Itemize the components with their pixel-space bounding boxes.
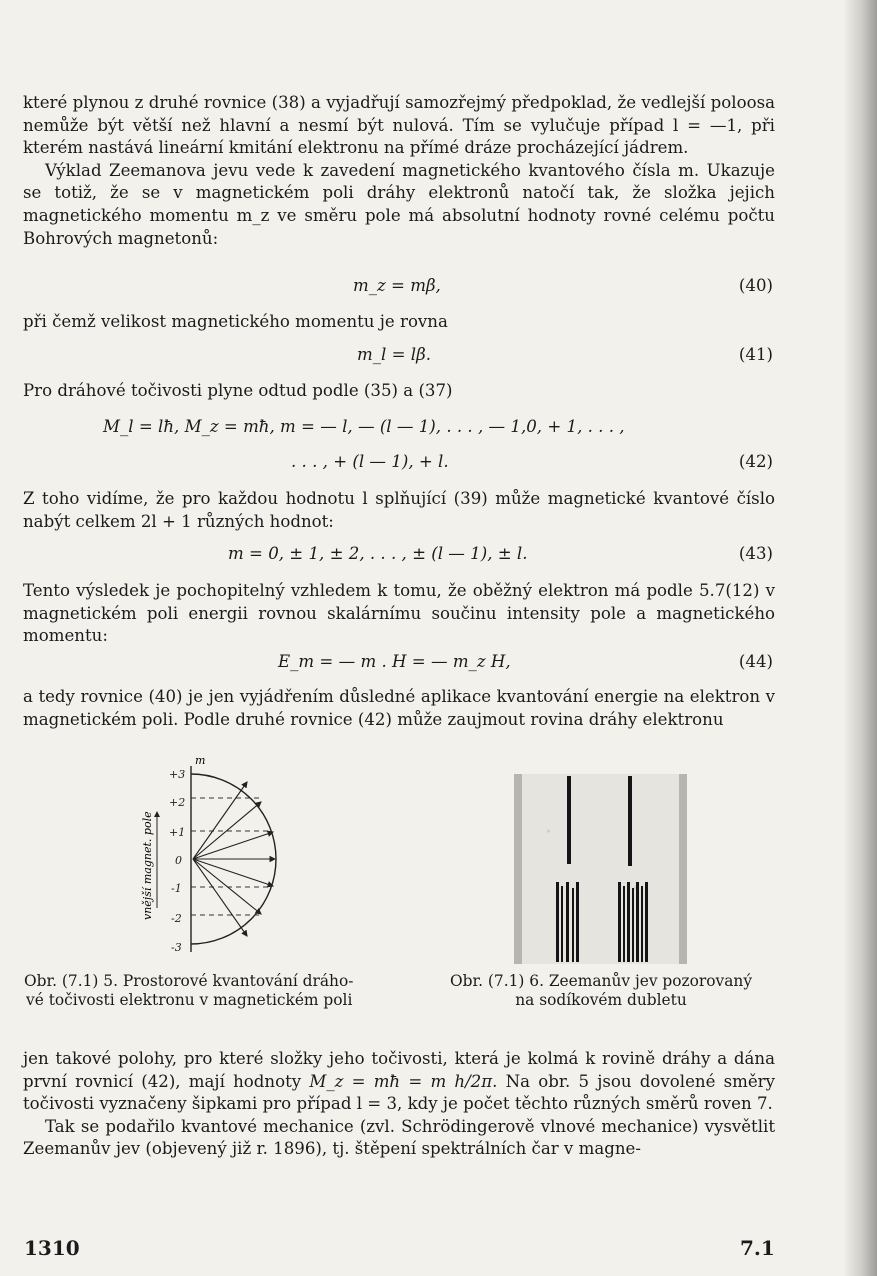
equation-44	[23, 652, 775, 676]
equation-44-number: (44)	[738, 652, 773, 671]
page-edge-shadow	[843, 0, 877, 1276]
figure-6-spectral-lines	[514, 774, 687, 964]
equation-42-line2	[23, 452, 775, 476]
figure-5-axis-label: m	[195, 754, 206, 767]
figure-5-tick-p2: +2	[169, 796, 186, 809]
equation-42-formula-a: M_l = lħ, M_z = mħ, m = — l, — (l — 1), . . . , — 1,0, + 1, . . . ,	[103, 417, 625, 436]
figure-6-caption-line1: Obr. (7.1) 6. Zeemanův jev pozorovaný	[449, 972, 753, 990]
equation-44-formula: E_m = — m . H = — m_z H,	[278, 652, 511, 671]
figure-5-vertical-label: vnější magnet. pole	[141, 811, 154, 920]
figure-5-tick-m1: -1	[171, 882, 182, 895]
equation-40	[23, 276, 775, 300]
figure-5-caption-line2: vé točivosti elektronu v magnetickém poli	[26, 991, 353, 1009]
paragraph-8-equation: M_z = mħ = m h/2π	[309, 1071, 493, 1091]
figure-5-tick-0: 0	[175, 854, 182, 867]
equation-43	[23, 544, 775, 568]
equation-41-number: (41)	[738, 345, 773, 364]
equation-42-formula-b: . . . , + (l — 1), + l.	[291, 452, 449, 471]
section-number: 7.1	[740, 1236, 775, 1260]
equation-43-number: (43)	[738, 544, 773, 563]
paragraph-7: a tedy rovnice (40) je jen vyjádřením důsledné aplikace kvantování energie na elektron v magnetickém poli. Podle druhé rovnice (42) může zaujmout rovina dráhy elektronu	[23, 687, 775, 729]
figure-6-caption-line2: na sodíkovém dubletu	[515, 991, 687, 1009]
paragraph-3: při čemž velikost magnetického momentu je rovna	[23, 312, 448, 331]
equation-42-line1	[23, 417, 775, 441]
paragraph-2: Výklad Zeemanova jevu vede k zavedení magnetického kvantového čísla m. Ukazuje se totiž, že se v magnetickém poli dráhy elektronů natočí tak, že složka jejich magnetického momentu m_z ve směru pole má absolutní hodnoty rovné celému počtu Bohrových magnetonů:	[23, 160, 775, 248]
figure-5-caption-line1: Obr. (7.1) 5. Prostorové kvantování dráho-	[24, 972, 354, 990]
paragraph-6-block	[23, 580, 775, 648]
equation-40-formula: m_z = mβ,	[353, 276, 441, 295]
paragraph-7-block	[23, 686, 775, 731]
paragraph-4-block	[23, 380, 775, 403]
figure-5-diagram	[135, 752, 315, 964]
figure-5-tick-m2: -2	[171, 912, 182, 925]
equation-40-number: (40)	[738, 276, 773, 295]
paragraph-8-block	[23, 1048, 775, 1161]
figure-6-caption	[426, 972, 776, 1010]
equation-41-formula: m_l = lβ.	[357, 345, 431, 364]
paragraph-4: Pro dráhové točivosti plyne odtud podle (35) a (37)	[23, 381, 453, 400]
figure-5-tick-p1: +1	[169, 826, 186, 839]
figure-5-tick-m3: -3	[171, 941, 182, 954]
figure-5-tick-p3: +3	[169, 768, 186, 781]
figure-5-dashes	[191, 798, 271, 915]
paragraph-8-part1: jen takové polohy, pro které složky jeho točivosti, která je kolmá k rovině dráhy a dána první rovnicí (42), mají hodnoty	[23, 1049, 775, 1091]
equation-43-formula: m = 0, ± 1, ± 2, . . . , ± (l — 1), ± l.	[228, 544, 528, 563]
equation-42-number: (42)	[738, 452, 773, 471]
paragraph-9: Tak se podařilo kvantové mechanice (zvl. Schrödingerově vlnové mechanice) vysvětlit Zeemanův jev (objevený již r. 1896), tj. štěpení spektrálních čar v magne-	[23, 1116, 775, 1159]
paragraph-5-block	[23, 488, 775, 533]
paragraph-8	[23, 1048, 775, 1116]
paragraph-6: Tento výsledek je pochopitelný vzhledem k tomu, že oběžný elektron má podle 5.7(12) v magnetickém poli energii rovnou skalárnímu součinu intensity pole a magnetického momentu:	[23, 581, 775, 646]
paragraph-8-part2: . Na obr. 5 jsou dovolené směry točivosti vyznačeny šipkami pro případ l = 3, kdy je počet těchto různých směrů roven 7.	[23, 1071, 775, 1114]
equation-41	[23, 345, 775, 369]
paragraph-3-block	[23, 311, 775, 334]
figure-5-caption	[24, 972, 353, 1010]
paragraph-5: Z toho vidíme, že pro každou hodnotu l splňující (39) může magnetické kvantové číslo nabýt celkem 2l + 1 různých hodnot:	[23, 489, 775, 531]
figure-6-spectrum-photo	[514, 774, 687, 964]
figure-5-arrows	[193, 782, 275, 936]
paragraph-1: které plynou z druhé rovnice (38) a vyjadřují samozřejmý předpoklad, že vedlejší poloosa nemůže být větší než hlavní a nesmí být nulová. Tím se vylučuje případ l = —1, při kterém nastává lineární kmitání elektronu na přímé dráze procházející jádrem.	[23, 93, 775, 158]
paragraph-intro	[23, 92, 775, 250]
page-number: 1310	[24, 1236, 80, 1260]
